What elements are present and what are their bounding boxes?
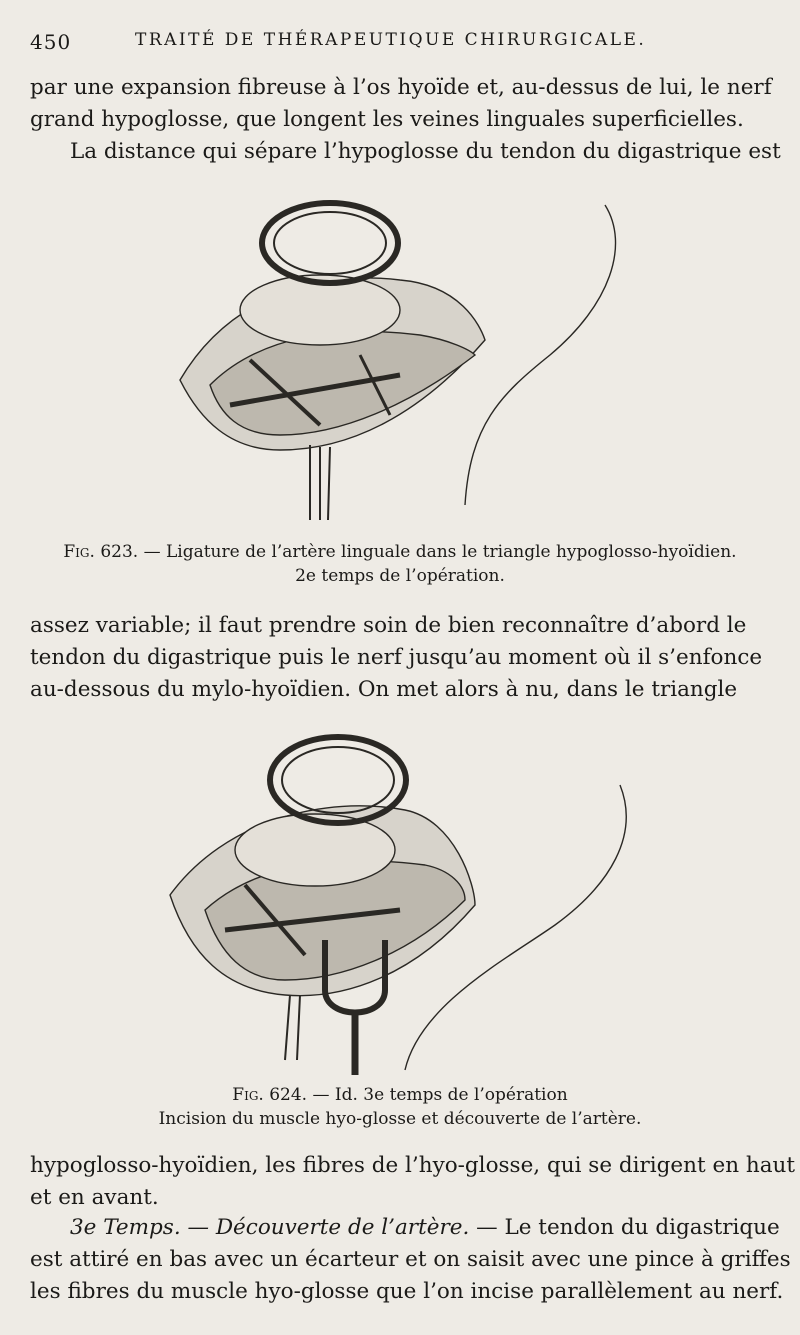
figure-label: Fig. 624. — [232, 1085, 308, 1105]
text-line: La distance qui sépare l’hypoglosse du tendon du digastrique est — [70, 139, 781, 164]
paragraph-1 — [30, 72, 781, 168]
text-line — [30, 1212, 780, 1244]
text-line: hypoglosso-hyoïdien, les fibres de l’hyo-glosse, qui se dirigent en haut — [30, 1153, 796, 1178]
running-title: TRAITÉ DE THÉRAPEUTIQUE CHIRURGICALE. — [135, 30, 647, 50]
text-line: tendon du digastrique puis le nerf jusqu’au moment où il s’enfonce — [30, 645, 763, 670]
paragraph-3 — [30, 1150, 796, 1214]
text-line: les fibres du muscle hyo-glosse que l’on incise parallèlement au nerf. — [30, 1279, 784, 1304]
text-line: assez variable; il faut prendre soin de bien reconnaître d’abord le — [30, 613, 747, 638]
figure-label: Fig. 623. — [63, 542, 139, 562]
text-line: est attiré en bas avec un écarteur et on saisit avec une pince à griffes — [30, 1247, 791, 1272]
page-number: 450 — [30, 30, 72, 54]
text-span: — Le tendon du digastrique — [476, 1215, 780, 1240]
text-line: et en avant. — [30, 1185, 159, 1210]
figure-623-illustration — [170, 185, 630, 525]
text-line: au-dessous du mylo-hyoïdien. On met alors à nu, dans le triangle — [30, 677, 738, 702]
paragraph-4 — [30, 1212, 791, 1308]
figure-caption-subtitle: Incision du muscle hyo-glosse et découverte de l’artère. — [158, 1109, 642, 1129]
figure-caption-text: — Id. 3e temps de l’opération — [312, 1085, 568, 1105]
section-heading: 3e Temps. — Découverte de l’artère. — [70, 1215, 470, 1240]
figure-caption-text: — Ligature de l’artère linguale dans le triangle hypoglosso-hyoïdien. — [143, 542, 737, 562]
text-line: par une expansion fibreuse à l’os hyoïde et, au-dessus de lui, le nerf — [30, 75, 772, 100]
text-line: grand hypoglosse, que longent les veines linguales superficielles. — [30, 107, 744, 132]
figure-caption-subtitle: 2e temps de l’opération. — [295, 566, 505, 586]
page-header — [30, 30, 770, 56]
paragraph-2 — [30, 610, 770, 706]
figure-624-illustration — [165, 725, 645, 1080]
